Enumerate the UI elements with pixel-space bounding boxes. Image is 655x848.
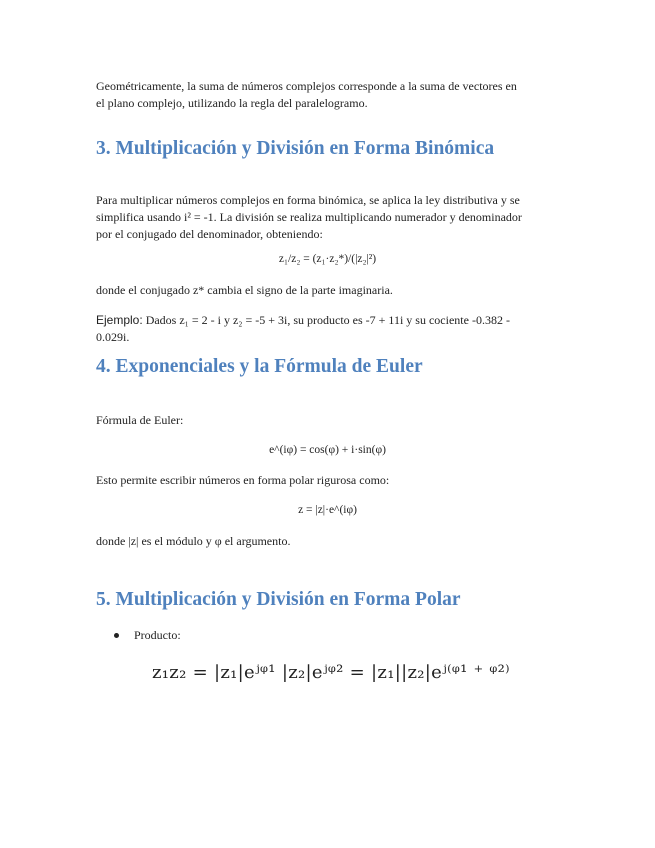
polar-product-formula: z₁z₂ = |z₁|eʲᵠ¹ |z₂|eʲᵠ² = |z₁||z₂|eʲ⁽ᵠ¹ ⁺ ᵠ²⁾ [152, 662, 510, 683]
section-3-line-3: por el conjugado del denominador, obteniendo: [96, 227, 323, 241]
euler-label: Fórmula de Euler: [96, 413, 184, 427]
bullet-label: Producto: [134, 628, 181, 642]
polar-intro-text: Esto permite escribir números en forma polar rigurosa como: [96, 473, 390, 487]
section-4-heading: 4. Exponenciales y la Fórmula de Euler [96, 356, 423, 377]
intro-paragraph [96, 78, 561, 112]
division-equation: z₁/z₂ = (z₁·z₂*)/(|z₂|²) [278, 253, 377, 265]
bullet-icon [114, 633, 119, 638]
example-line-2: 0.029i. [96, 330, 130, 344]
section-3-line-1: Para multiplicar números complejos en forma binómica, se aplica la ley distributiva y se [96, 193, 520, 207]
section-5-heading: 5. Multiplicación y División en Forma Polar [96, 589, 461, 610]
euler-equation: e^(iφ) = cos(φ) + i·sin(φ) [269, 444, 386, 456]
example-paragraph [96, 312, 561, 346]
polar-equation: z = |z|·e^(iφ) [298, 504, 357, 516]
section-3-heading: 3. Multiplicación y División en Forma Binómica [96, 138, 495, 159]
section-3-paragraph [96, 192, 561, 243]
modulus-note: donde |z| es el módulo y φ el argumento. [96, 534, 291, 548]
intro-line-1: Geométricamente, la suma de números complejos corresponde a la suma de vectores en [96, 79, 517, 93]
example-label: Ejemplo: [96, 313, 143, 327]
intro-line-2: el plano complejo, utilizando la regla del paralelogramo. [96, 96, 368, 110]
conjugate-note: donde el conjugado z* cambia el signo de la parte imaginaria. [96, 283, 393, 297]
section-3-line-2: simplifica usando i² = -1. La división se realiza multiplicando numerador y denominador [96, 210, 522, 224]
example-line-1: Dados z₁ = 2 - i y z₂ = -5 + 3i, su producto es -7 + 11i y su cociente -0.382 - [145, 313, 510, 327]
